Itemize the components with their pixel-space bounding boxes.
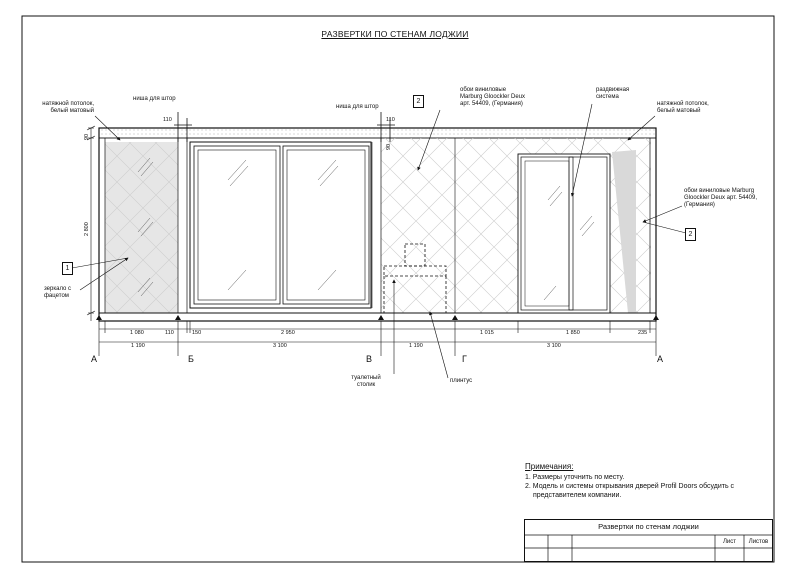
sliding-system <box>518 154 610 313</box>
notes-block <box>525 462 734 500</box>
title-block-sheets: Листов <box>748 539 769 545</box>
dim-row1-2950: 2 950 <box>281 330 295 336</box>
label-niche-left: ниша для штор <box>133 96 176 102</box>
dim-row1-1850: 1 850 <box>566 330 580 336</box>
note-item: 1. Размеры уточнить по месту. <box>525 474 625 481</box>
dim-110-mid: 110 <box>386 117 395 123</box>
label-plinth: плинтус <box>450 378 473 384</box>
note-item: представителем компании. <box>533 492 622 499</box>
label-sliding-system: раздвижная система <box>596 87 630 100</box>
dim-row1-235: 235 <box>638 330 648 336</box>
title-block-name: Развертки по стенам лоджии <box>598 522 699 531</box>
dim-row1-1080: 1 080 <box>130 330 144 336</box>
dim-row1-1015: 1 015 <box>480 330 494 336</box>
dim-row1-150: 150 <box>192 330 202 336</box>
dim-top-90: 90 <box>84 133 90 140</box>
label-mirror: зеркало с фацетом <box>44 286 72 299</box>
label-toilet-table: туалетный столик <box>351 375 381 388</box>
axis-label-a-left: А <box>91 354 98 364</box>
axis-label-g: Г <box>462 354 467 364</box>
callout-tag-1: 1 <box>62 262 73 275</box>
axis-label-v: В <box>366 354 373 364</box>
window-block <box>190 142 372 308</box>
dim-height-2800: 2 800 <box>84 222 90 236</box>
title-block-sheet: Лист <box>722 539 737 545</box>
dim-row2-1190-a: 1 190 <box>131 343 145 349</box>
label-wallpaper-right: обои виниловые Marburg Gloockler Deux арт. 54409, (Германия) <box>684 188 757 208</box>
axis-label-a-right: А <box>657 354 664 364</box>
dim-row1-110: 110 <box>165 330 174 336</box>
label-ceiling-left: натяжной потолок, белый матовый <box>42 101 94 114</box>
wallpaper-panel-1 <box>381 138 455 313</box>
ceiling-band <box>99 128 656 138</box>
callout-tag-2-top: 2 <box>413 95 424 108</box>
axis-marks <box>96 315 659 320</box>
leader-plinth <box>430 312 448 378</box>
callout-tag-2-right: 2 <box>685 228 696 241</box>
notes-heading: Примечания: <box>525 462 574 471</box>
horizontal-dims <box>99 321 656 356</box>
dim-top-90-mid: 90 <box>386 143 392 150</box>
label-ceiling-right: натяжной потолок, белый матовый <box>657 101 709 114</box>
note-item: 2. Модель и системы открывания дверей Profil Doors обсудить с <box>525 483 735 490</box>
dim-110-left: 110 <box>163 117 172 123</box>
dim-row2-1190-b: 1 190 <box>409 343 423 349</box>
drawing-title: РАЗВЕРТКИ ПО СТЕНАМ ЛОДЖИИ <box>321 29 469 39</box>
dim-row2-3100-b: 3 100 <box>547 343 561 349</box>
label-niche-mid: ниша для штор <box>336 104 379 110</box>
axis-label-b: Б <box>188 354 194 364</box>
dim-row2-3100-a: 3 100 <box>273 343 287 349</box>
label-wallpaper-top: обои виниловые Marburg Gloockler Deux арт. 54409, (Германия) <box>460 87 526 107</box>
